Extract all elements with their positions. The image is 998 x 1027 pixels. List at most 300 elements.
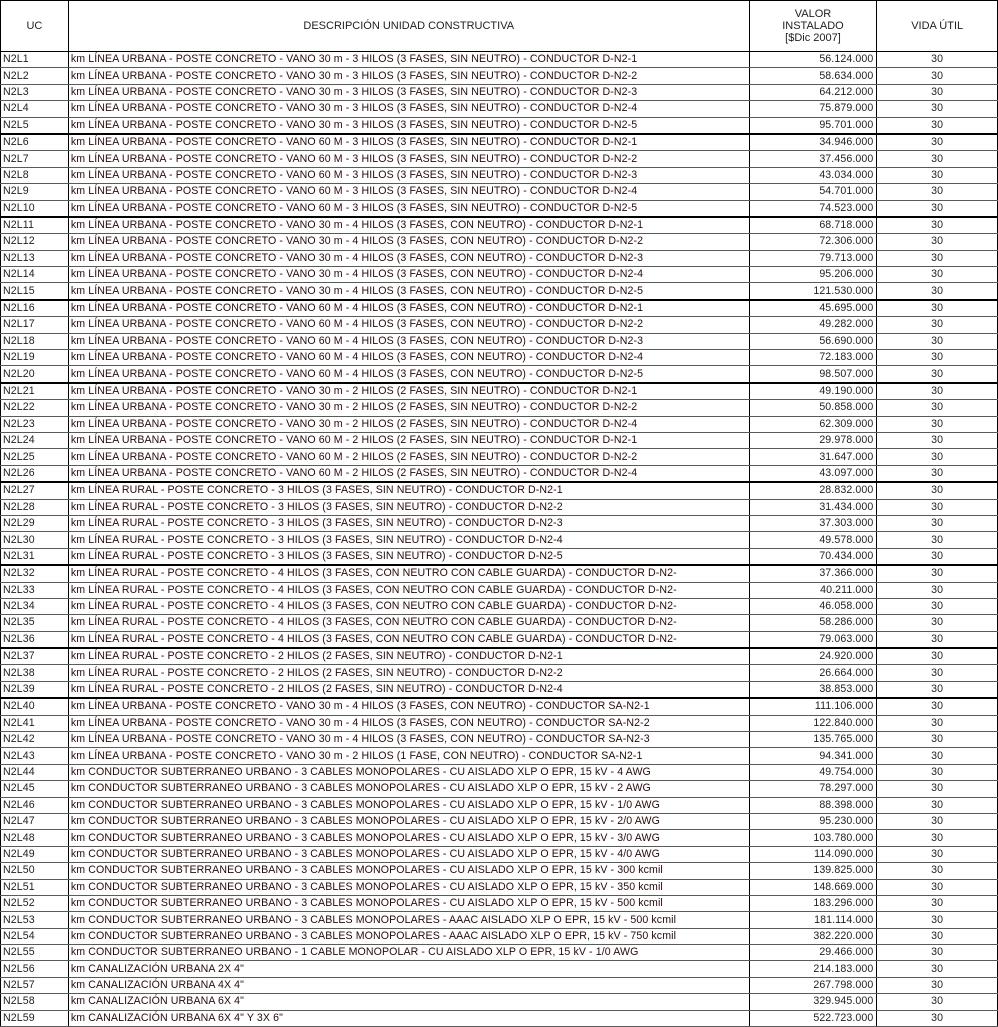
table-row [1, 482, 998, 499]
cell-descripcion[interactable]: km LÍNEA RURAL - POSTE CONCRETO - 2 HILOS (2 FASES, SIN NEUTRO) - CONDUCTOR D-N2-2 [68, 665, 749, 681]
cell-descripcion[interactable]: km LÍNEA RURAL - POSTE CONCRETO - 4 HILOS (3 FASES, CON NEUTRO CON CABLE GUARDA) - CONDUCTOR D-N2- [68, 565, 749, 582]
cell-vida-util[interactable]: 30 [877, 84, 998, 100]
cell-valor-instalado[interactable]: 49.282.000 [749, 317, 877, 333]
cell-vida-util[interactable]: 30 [877, 184, 998, 200]
cell-vida-util[interactable]: 30 [877, 234, 998, 250]
cell-uc[interactable]: N2L53 [1, 912, 69, 928]
cell-descripcion[interactable]: km LÍNEA URBANA - POSTE CONCRETO - VANO 60 M - 4 HILOS (3 FASES, CON NEUTRO) - CONDUCTOR D-N2-1 [68, 300, 749, 317]
cell-vida-util[interactable]: 30 [877, 961, 998, 977]
cell-valor-instalado[interactable]: 95.206.000 [749, 267, 877, 283]
cell-valor-instalado[interactable]: 78.297.000 [749, 781, 877, 797]
cell-uc[interactable]: N2L49 [1, 846, 69, 862]
cell-uc[interactable]: N2L28 [1, 499, 69, 515]
cell-uc[interactable]: N2L35 [1, 615, 69, 631]
cell-vida-util[interactable]: 30 [877, 482, 998, 499]
cell-uc[interactable]: N2L50 [1, 863, 69, 879]
table-row [1, 863, 998, 879]
cell-uc[interactable]: N2L41 [1, 715, 69, 731]
cell-uc[interactable]: N2L27 [1, 482, 69, 499]
cell-descripcion[interactable]: km LÍNEA URBANA - POSTE CONCRETO - VANO 60 M - 2 HILOS (2 FASES, SIN NEUTRO) - CONDUCTOR D-N2-2 [68, 449, 749, 465]
cell-vida-util[interactable]: 30 [877, 366, 998, 383]
table-row [1, 250, 998, 266]
cell-descripcion[interactable]: km LÍNEA URBANA - POSTE CONCRETO - VANO 30 m - 3 HILOS (3 FASES, SIN NEUTRO) - CONDUCTOR D-N2-3 [68, 84, 749, 100]
cell-descripcion[interactable]: km CONDUCTOR SUBTERRANEO URBANO - 3 CABLES MONOPOLARES - CU AISLADO XLP O EPR, 15 kV - 2/0 AWG [68, 813, 749, 829]
cell-descripcion[interactable]: km CONDUCTOR SUBTERRANEO URBANO - 3 CABLES MONOPOLARES - CU AISLADO XLP O EPR, 15 kV - 500 kcmil [68, 895, 749, 911]
cell-uc[interactable]: N2L45 [1, 781, 69, 797]
cell-descripcion[interactable]: km LÍNEA RURAL - POSTE CONCRETO - 4 HILOS (3 FASES, CON NEUTRO CON CABLE GUARDA) - CONDUCTOR D-N2- [68, 582, 749, 598]
cell-uc[interactable]: N2L43 [1, 748, 69, 764]
cell-vida-util[interactable]: 30 [877, 698, 998, 715]
cell-vida-util[interactable]: 30 [877, 134, 998, 151]
cell-uc[interactable]: N2L22 [1, 400, 69, 416]
cell-valor-instalado[interactable]: 70.434.000 [749, 548, 877, 565]
cell-descripcion[interactable]: km LÍNEA RURAL - POSTE CONCRETO - 3 HILOS (3 FASES, SIN NEUTRO) - CONDUCTOR D-N2-4 [68, 532, 749, 548]
cell-valor-instalado[interactable]: 31.434.000 [749, 499, 877, 515]
cell-valor-instalado[interactable]: 49.578.000 [749, 532, 877, 548]
cell-uc[interactable]: N2L24 [1, 432, 69, 448]
cell-descripcion[interactable]: km LÍNEA URBANA - POSTE CONCRETO - VANO 60 M - 3 HILOS (3 FASES, SIN NEUTRO) - CONDUCTOR D-N2-5 [68, 200, 749, 217]
cell-vida-util[interactable]: 30 [877, 895, 998, 911]
cell-uc[interactable]: N2L56 [1, 961, 69, 977]
cell-descripcion[interactable]: km LÍNEA URBANA - POSTE CONCRETO - VANO 30 m - 4 HILOS (3 FASES, CON NEUTRO) - CONDUCTOR D-N2-3 [68, 250, 749, 266]
cell-valor-instalado[interactable]: 24.920.000 [749, 648, 877, 665]
cell-descripcion[interactable]: km LÍNEA RURAL - POSTE CONCRETO - 4 HILOS (3 FASES, CON NEUTRO CON CABLE GUARDA) - CONDUCTOR D-N2- [68, 615, 749, 631]
table-row [1, 1010, 998, 1026]
header-vida-util[interactable]: VIDA ÚTIL [877, 1, 998, 52]
table-row [1, 648, 998, 665]
table-row [1, 977, 998, 993]
cell-vida-util[interactable]: 30 [877, 615, 998, 631]
cell-descripcion[interactable]: km LÍNEA URBANA - POSTE CONCRETO - VANO 60 M - 3 HILOS (3 FASES, SIN NEUTRO) - CONDUCTOR D-N2-1 [68, 134, 749, 151]
cell-vida-util[interactable]: 30 [877, 830, 998, 846]
cell-uc[interactable]: N2L48 [1, 830, 69, 846]
cell-valor-instalado[interactable]: 72.183.000 [749, 350, 877, 366]
cell-vida-util[interactable]: 30 [877, 400, 998, 416]
cell-uc[interactable]: N2L51 [1, 879, 69, 895]
cell-descripcion[interactable]: km LÍNEA URBANA - POSTE CONCRETO - VANO 30 m - 4 HILOS (3 FASES, CON NEUTRO) - CONDUCTOR SA-N2-1 [68, 698, 749, 715]
cell-uc[interactable]: N2L21 [1, 383, 69, 400]
cell-vida-util[interactable]: 30 [877, 1010, 998, 1026]
cell-valor-instalado[interactable]: 28.832.000 [749, 482, 877, 499]
table-row [1, 350, 998, 366]
cell-descripcion[interactable]: km CONDUCTOR SUBTERRANEO URBANO - 3 CABLES MONOPOLARES - AAAC AISLADO XLP O EPR, 15 kV - 750 kcmil [68, 928, 749, 944]
cell-vida-util[interactable]: 30 [877, 416, 998, 432]
cell-vida-util[interactable]: 30 [877, 167, 998, 183]
table-row [1, 615, 998, 631]
cell-valor-instalado[interactable]: 58.634.000 [749, 68, 877, 84]
cell-uc[interactable]: N2L57 [1, 977, 69, 993]
cell-valor-instalado[interactable]: 382.220.000 [749, 928, 877, 944]
cell-valor-instalado[interactable]: 46.058.000 [749, 598, 877, 614]
cell-uc[interactable]: N2L30 [1, 532, 69, 548]
table-row [1, 317, 998, 333]
cell-vida-util[interactable]: 30 [877, 532, 998, 548]
cell-uc[interactable]: N2L18 [1, 333, 69, 349]
cell-uc[interactable]: N2L4 [1, 101, 69, 117]
cell-valor-instalado[interactable]: 75.879.000 [749, 101, 877, 117]
header-valor-line2: INSTALADO [782, 20, 844, 32]
cell-uc[interactable]: N2L33 [1, 582, 69, 598]
cell-uc[interactable]: N2L29 [1, 515, 69, 531]
table-row [1, 267, 998, 283]
cell-vida-util[interactable]: 30 [877, 217, 998, 234]
cell-descripcion[interactable]: km LÍNEA RURAL - POSTE CONCRETO - 3 HILOS (3 FASES, SIN NEUTRO) - CONDUCTOR D-N2-1 [68, 482, 749, 499]
table-row [1, 134, 998, 151]
cell-valor-instalado[interactable]: 38.853.000 [749, 681, 877, 698]
cell-descripcion[interactable]: km LÍNEA URBANA - POSTE CONCRETO - VANO 30 m - 3 HILOS (3 FASES, SIN NEUTRO) - CONDUCTOR D-N2-1 [68, 52, 749, 68]
cell-valor-instalado[interactable]: 183.296.000 [749, 895, 877, 911]
cell-valor-instalado[interactable]: 114.090.000 [749, 846, 877, 862]
cell-descripcion[interactable]: km CONDUCTOR SUBTERRANEO URBANO - 1 CABLE MONOPOLAR - CU AISLADO XLP O EPR, 15 kV - 1/0 AWG [68, 945, 749, 961]
cell-valor-instalado[interactable]: 74.523.000 [749, 200, 877, 217]
cell-valor-instalado[interactable]: 37.366.000 [749, 565, 877, 582]
cell-descripcion[interactable]: km CONDUCTOR SUBTERRANEO URBANO - 3 CABLES MONOPOLARES - CU AISLADO XLP O EPR, 15 kV - 300 kcmil [68, 863, 749, 879]
cell-valor-instalado[interactable]: 122.840.000 [749, 715, 877, 731]
cell-descripcion[interactable]: km LÍNEA URBANA - POSTE CONCRETO - VANO 30 m - 4 HILOS (3 FASES, CON NEUTRO) - CONDUCTOR D-N2-1 [68, 217, 749, 234]
table-row [1, 961, 998, 977]
cell-valor-instalado[interactable]: 40.211.000 [749, 582, 877, 598]
cell-uc[interactable]: N2L37 [1, 648, 69, 665]
cell-vida-util[interactable]: 30 [877, 449, 998, 465]
cell-uc[interactable]: N2L19 [1, 350, 69, 366]
cell-valor-instalado[interactable]: 522.723.000 [749, 1010, 877, 1026]
cell-descripcion[interactable]: km LÍNEA URBANA - POSTE CONCRETO - VANO 30 m - 3 HILOS (3 FASES, SIN NEUTRO) - CONDUCTOR D-N2-5 [68, 117, 749, 134]
table-row [1, 234, 998, 250]
cell-vida-util[interactable]: 30 [877, 977, 998, 993]
cell-descripcion[interactable]: km CONDUCTOR SUBTERRANEO URBANO - 3 CABLES MONOPOLARES - CU AISLADO XLP O EPR, 15 kV - 4 AWG [68, 764, 749, 780]
cell-descripcion[interactable]: km LÍNEA URBANA - POSTE CONCRETO - VANO 60 M - 4 HILOS (3 FASES, CON NEUTRO) - CONDUCTOR D-N2-3 [68, 333, 749, 349]
cell-valor-instalado[interactable]: 94.341.000 [749, 748, 877, 764]
cell-uc[interactable]: N2L34 [1, 598, 69, 614]
cell-uc[interactable]: N2L46 [1, 797, 69, 813]
cell-vida-util[interactable]: 30 [877, 250, 998, 266]
table-row [1, 928, 998, 944]
cell-vida-util[interactable]: 30 [877, 879, 998, 895]
cell-uc[interactable]: N2L58 [1, 994, 69, 1010]
cell-descripcion[interactable]: km LÍNEA URBANA - POSTE CONCRETO - VANO 60 M - 3 HILOS (3 FASES, SIN NEUTRO) - CONDUCTOR D-N2-3 [68, 167, 749, 183]
cell-vida-util[interactable]: 30 [877, 928, 998, 944]
cell-valor-instalado[interactable]: 79.713.000 [749, 250, 877, 266]
cell-vida-util[interactable]: 30 [877, 465, 998, 482]
cell-vida-util[interactable]: 30 [877, 52, 998, 68]
cell-vida-util[interactable]: 30 [877, 582, 998, 598]
cell-vida-util[interactable]: 30 [877, 383, 998, 400]
cell-uc[interactable]: N2L42 [1, 732, 69, 748]
cell-vida-util[interactable]: 30 [877, 732, 998, 748]
table-row [1, 895, 998, 911]
cell-uc[interactable]: N2L54 [1, 928, 69, 944]
cell-uc[interactable]: N2L13 [1, 250, 69, 266]
cell-vida-util[interactable]: 30 [877, 300, 998, 317]
cell-vida-util[interactable]: 30 [877, 748, 998, 764]
cell-uc[interactable]: N2L44 [1, 764, 69, 780]
cell-vida-util[interactable]: 30 [877, 267, 998, 283]
table-row [1, 813, 998, 829]
cell-uc[interactable]: N2L59 [1, 1010, 69, 1026]
table-row [1, 300, 998, 317]
cell-uc[interactable]: N2L17 [1, 317, 69, 333]
cell-uc[interactable]: N2L47 [1, 813, 69, 829]
header-uc[interactable]: UC [1, 1, 69, 52]
cell-vida-util[interactable]: 30 [877, 665, 998, 681]
cell-vida-util[interactable]: 30 [877, 151, 998, 167]
table-row [1, 715, 998, 731]
table-row [1, 994, 998, 1010]
cell-vida-util[interactable]: 30 [877, 863, 998, 879]
cell-uc[interactable]: N2L8 [1, 167, 69, 183]
cell-uc[interactable]: N2L26 [1, 465, 69, 482]
table-row [1, 732, 998, 748]
cell-uc[interactable]: N2L15 [1, 283, 69, 300]
cell-vida-util[interactable]: 30 [877, 333, 998, 349]
table-row [1, 151, 998, 167]
cell-valor-instalado[interactable]: 68.718.000 [749, 217, 877, 234]
cell-descripcion[interactable]: km CANALIZACIÓN URBANA 2X 4" [68, 961, 749, 977]
cell-descripcion[interactable]: km LÍNEA URBANA - POSTE CONCRETO - VANO 60 M - 2 HILOS (2 FASES, SIN NEUTRO) - CONDUCTOR D-N2-4 [68, 465, 749, 482]
cell-valor-instalado[interactable]: 43.034.000 [749, 167, 877, 183]
table-row [1, 879, 998, 895]
cell-valor-instalado[interactable]: 135.765.000 [749, 732, 877, 748]
table-row [1, 366, 998, 383]
table-row [1, 565, 998, 582]
cell-descripcion[interactable]: km LÍNEA RURAL - POSTE CONCRETO - 3 HILOS (3 FASES, SIN NEUTRO) - CONDUCTOR D-N2-5 [68, 548, 749, 565]
cell-descripcion[interactable]: km LÍNEA RURAL - POSTE CONCRETO - 2 HILOS (2 FASES, SIN NEUTRO) - CONDUCTOR D-N2-1 [68, 648, 749, 665]
cell-descripcion[interactable]: km LÍNEA URBANA - POSTE CONCRETO - VANO 30 m - 2 HILOS (2 FASES, SIN NEUTRO) - CONDUCTOR D-N2-1 [68, 383, 749, 400]
cell-descripcion[interactable]: km LÍNEA URBANA - POSTE CONCRETO - VANO 30 m - 2 HILOS (2 FASES, SIN NEUTRO) - CONDUCTOR D-N2-2 [68, 400, 749, 416]
cell-uc[interactable]: N2L14 [1, 267, 69, 283]
cell-vida-util[interactable]: 30 [877, 117, 998, 134]
table-row [1, 283, 998, 300]
cell-valor-instalado[interactable]: 148.669.000 [749, 879, 877, 895]
cell-vida-util[interactable]: 30 [877, 515, 998, 531]
cell-uc[interactable]: N2L38 [1, 665, 69, 681]
cell-valor-instalado[interactable]: 29.466.000 [749, 945, 877, 961]
cell-vida-util[interactable]: 30 [877, 200, 998, 217]
cell-vida-util[interactable]: 30 [877, 846, 998, 862]
table-row [1, 846, 998, 862]
cell-valor-instalado[interactable]: 214.183.000 [749, 961, 877, 977]
cell-descripcion[interactable]: km CANALIZACIÓN URBANA 4X 4" [68, 977, 749, 993]
cell-descripcion[interactable]: km LÍNEA URBANA - POSTE CONCRETO - VANO 30 m - 4 HILOS (3 FASES, CON NEUTRO) - CONDUCTOR D-N2-5 [68, 283, 749, 300]
cell-descripcion[interactable]: km LÍNEA URBANA - POSTE CONCRETO - VANO 30 m - 4 HILOS (3 FASES, CON NEUTRO) - CONDUCTOR SA-N2-3 [68, 732, 749, 748]
cell-valor-instalado[interactable]: 111.106.000 [749, 698, 877, 715]
cell-vida-util[interactable]: 30 [877, 994, 998, 1010]
table-row [1, 200, 998, 217]
cell-uc[interactable]: N2L55 [1, 945, 69, 961]
cell-uc[interactable]: N2L32 [1, 565, 69, 582]
cell-valor-instalado[interactable]: 267.798.000 [749, 977, 877, 993]
cell-descripcion[interactable]: km CONDUCTOR SUBTERRANEO URBANO - 3 CABLES MONOPOLARES - CU AISLADO XLP O EPR, 15 kV - 1/0 AWG [68, 797, 749, 813]
cell-uc[interactable]: N2L40 [1, 698, 69, 715]
cell-uc[interactable]: N2L23 [1, 416, 69, 432]
cell-descripcion[interactable]: km LÍNEA URBANA - POSTE CONCRETO - VANO 60 M - 3 HILOS (3 FASES, SIN NEUTRO) - CONDUCTOR D-N2-4 [68, 184, 749, 200]
cell-descripcion[interactable]: km CANALIZACIÓN URBANA 6X 4" Y 3X 6" [68, 1010, 749, 1026]
cell-uc[interactable]: N2L20 [1, 366, 69, 383]
table-row [1, 68, 998, 84]
cell-valor-instalado[interactable]: 34.946.000 [749, 134, 877, 151]
table-row [1, 764, 998, 780]
table-row [1, 117, 998, 134]
table-row [1, 665, 998, 681]
table-row [1, 945, 998, 961]
table-row [1, 217, 998, 234]
cell-uc[interactable]: N2L5 [1, 117, 69, 134]
table-row [1, 400, 998, 416]
cell-descripcion[interactable]: km LÍNEA RURAL - POSTE CONCRETO - 4 HILOS (3 FASES, CON NEUTRO CON CABLE GUARDA) - CONDUCTOR D-N2- [68, 631, 749, 648]
cell-valor-instalado[interactable]: 98.507.000 [749, 366, 877, 383]
cell-vida-util[interactable]: 30 [877, 781, 998, 797]
cell-valor-instalado[interactable]: 50.858.000 [749, 400, 877, 416]
cell-vida-util[interactable]: 30 [877, 681, 998, 698]
cell-valor-instalado[interactable]: 49.754.000 [749, 764, 877, 780]
header-descripcion[interactable]: DESCRIPCIÓN UNIDAD CONSTRUCTIVA [68, 1, 749, 52]
cell-vida-util[interactable]: 30 [877, 317, 998, 333]
cell-uc[interactable]: N2L2 [1, 68, 69, 84]
cell-uc[interactable]: N2L3 [1, 84, 69, 100]
table-row [1, 582, 998, 598]
cell-descripcion[interactable]: km LÍNEA RURAL - POSTE CONCRETO - 3 HILOS (3 FASES, SIN NEUTRO) - CONDUCTOR D-N2-2 [68, 499, 749, 515]
cell-valor-instalado[interactable]: 31.647.000 [749, 449, 877, 465]
cell-vida-util[interactable]: 30 [877, 283, 998, 300]
cell-vida-util[interactable]: 30 [877, 499, 998, 515]
cell-uc[interactable]: N2L10 [1, 200, 69, 217]
table-row [1, 781, 998, 797]
cell-valor-instalado[interactable]: 95.701.000 [749, 117, 877, 134]
table-row [1, 548, 998, 565]
cell-vida-util[interactable]: 30 [877, 565, 998, 582]
cell-descripcion[interactable]: km LÍNEA URBANA - POSTE CONCRETO - VANO 30 m - 3 HILOS (3 FASES, SIN NEUTRO) - CONDUCTOR D-N2-2 [68, 68, 749, 84]
table-row [1, 681, 998, 698]
cell-descripcion[interactable]: km LÍNEA RURAL - POSTE CONCRETO - 4 HILOS (3 FASES, CON NEUTRO CON CABLE GUARDA) - CONDUCTOR D-N2- [68, 598, 749, 614]
cell-vida-util[interactable]: 30 [877, 813, 998, 829]
cell-uc[interactable]: N2L25 [1, 449, 69, 465]
cell-valor-instalado[interactable]: 88.398.000 [749, 797, 877, 813]
cell-descripcion[interactable]: km CONDUCTOR SUBTERRANEO URBANO - 3 CABLES MONOPOLARES - CU AISLADO XLP O EPR, 15 kV - 3/0 AWG [68, 830, 749, 846]
cell-valor-instalado[interactable]: 43.097.000 [749, 465, 877, 482]
cell-vida-util[interactable]: 30 [877, 797, 998, 813]
cell-descripcion[interactable]: km LÍNEA RURAL - POSTE CONCRETO - 2 HILOS (2 FASES, SIN NEUTRO) - CONDUCTOR D-N2-4 [68, 681, 749, 698]
cell-descripcion[interactable]: km LÍNEA RURAL - POSTE CONCRETO - 3 HILOS (3 FASES, SIN NEUTRO) - CONDUCTOR D-N2-3 [68, 515, 749, 531]
cell-uc[interactable]: N2L16 [1, 300, 69, 317]
cell-valor-instalado[interactable]: 56.690.000 [749, 333, 877, 349]
cell-descripcion[interactable]: km LÍNEA URBANA - POSTE CONCRETO - VANO 60 M - 4 HILOS (3 FASES, CON NEUTRO) - CONDUCTOR D-N2-2 [68, 317, 749, 333]
cell-vida-util[interactable]: 30 [877, 764, 998, 780]
table-row [1, 748, 998, 764]
cell-descripcion[interactable]: km CONDUCTOR SUBTERRANEO URBANO - 3 CABLES MONOPOLARES - CU AISLADO XLP O EPR, 15 kV - 350 kcmil [68, 879, 749, 895]
table-row [1, 432, 998, 448]
cell-vida-util[interactable]: 30 [877, 598, 998, 614]
cell-vida-util[interactable]: 30 [877, 631, 998, 648]
cell-valor-instalado[interactable]: 56.124.000 [749, 52, 877, 68]
table-row [1, 515, 998, 531]
cell-valor-instalado[interactable]: 103.780.000 [749, 830, 877, 846]
cell-valor-instalado[interactable]: 79.063.000 [749, 631, 877, 648]
table-row [1, 631, 998, 648]
table-row [1, 167, 998, 183]
cell-valor-instalado[interactable]: 121.530.000 [749, 283, 877, 300]
table-row [1, 383, 998, 400]
cell-valor-instalado[interactable]: 58.286.000 [749, 615, 877, 631]
cell-valor-instalado[interactable]: 139.825.000 [749, 863, 877, 879]
cell-valor-instalado[interactable]: 329.945.000 [749, 994, 877, 1010]
header-valor-line3: [$Dic 2007] [785, 32, 841, 44]
cell-descripcion[interactable]: km LÍNEA URBANA - POSTE CONCRETO - VANO 30 m - 3 HILOS (3 FASES, SIN NEUTRO) - CONDUCTOR D-N2-4 [68, 101, 749, 117]
table-body [1, 52, 998, 1027]
cell-uc[interactable]: N2L12 [1, 234, 69, 250]
cell-valor-instalado[interactable]: 72.306.000 [749, 234, 877, 250]
cell-valor-instalado[interactable]: 37.303.000 [749, 515, 877, 531]
cell-vida-util[interactable]: 30 [877, 715, 998, 731]
cell-vida-util[interactable]: 30 [877, 648, 998, 665]
cell-vida-util[interactable]: 30 [877, 68, 998, 84]
cell-descripcion[interactable]: km CONDUCTOR SUBTERRANEO URBANO - 3 CABLES MONOPOLARES - CU AISLADO XLP O EPR, 15 kV - 4/0 AWG [68, 846, 749, 862]
table-row [1, 912, 998, 928]
cell-vida-util[interactable]: 30 [877, 548, 998, 565]
cell-valor-instalado[interactable]: 37.456.000 [749, 151, 877, 167]
cell-descripcion[interactable]: km LÍNEA URBANA - POSTE CONCRETO - VANO 30 m - 4 HILOS (3 FASES, CON NEUTRO) - CONDUCTOR D-N2-2 [68, 234, 749, 250]
cell-valor-instalado[interactable]: 54.701.000 [749, 184, 877, 200]
cell-uc[interactable]: N2L36 [1, 631, 69, 648]
cell-descripcion[interactable]: km LÍNEA URBANA - POSTE CONCRETO - VANO 30 m - 2 HILOS (2 FASES, SIN NEUTRO) - CONDUCTOR D-N2-4 [68, 416, 749, 432]
cell-uc[interactable]: N2L39 [1, 681, 69, 698]
header-valor-line1: VALOR [794, 8, 832, 20]
table-row [1, 598, 998, 614]
cell-valor-instalado[interactable]: 49.190.000 [749, 383, 877, 400]
cell-descripcion[interactable]: km LÍNEA URBANA - POSTE CONCRETO - VANO 60 M - 2 HILOS (2 FASES, SIN NEUTRO) - CONDUCTOR D-N2-1 [68, 432, 749, 448]
cell-descripcion[interactable]: km LÍNEA URBANA - POSTE CONCRETO - VANO 30 m - 4 HILOS (3 FASES, CON NEUTRO) - CONDUCTOR SA-N2-2 [68, 715, 749, 731]
cell-uc[interactable]: N2L6 [1, 134, 69, 151]
cell-descripcion[interactable]: km LÍNEA URBANA - POSTE CONCRETO - VANO 30 m - 2 HILOS (1 FASE, CON NEUTRO) - CONDUCTOR SA-N2-1 [68, 748, 749, 764]
cell-descripcion[interactable]: km LÍNEA URBANA - POSTE CONCRETO - VANO 60 M - 4 HILOS (3 FASES, CON NEUTRO) - CONDUCTOR D-N2-4 [68, 350, 749, 366]
table-row [1, 449, 998, 465]
cell-descripcion[interactable]: km LÍNEA URBANA - POSTE CONCRETO - VANO 30 m - 4 HILOS (3 FASES, CON NEUTRO) - CONDUCTOR D-N2-4 [68, 267, 749, 283]
cell-vida-util[interactable]: 30 [877, 432, 998, 448]
cell-valor-instalado[interactable]: 29.978.000 [749, 432, 877, 448]
table-row [1, 797, 998, 813]
table-row [1, 333, 998, 349]
table-row [1, 52, 998, 68]
table-row [1, 698, 998, 715]
cell-uc[interactable]: N2L9 [1, 184, 69, 200]
cell-descripcion[interactable]: km LÍNEA URBANA - POSTE CONCRETO - VANO 60 M - 3 HILOS (3 FASES, SIN NEUTRO) - CONDUCTOR D-N2-2 [68, 151, 749, 167]
cell-vida-util[interactable]: 30 [877, 945, 998, 961]
cell-valor-instalado[interactable]: 45.695.000 [749, 300, 877, 317]
cell-uc[interactable]: N2L52 [1, 895, 69, 911]
cell-descripcion[interactable]: km LÍNEA URBANA - POSTE CONCRETO - VANO 60 M - 4 HILOS (3 FASES, CON NEUTRO) - CONDUCTOR D-N2-5 [68, 366, 749, 383]
cell-descripcion[interactable]: km CONDUCTOR SUBTERRANEO URBANO - 3 CABLES MONOPOLARES - CU AISLADO XLP O EPR, 15 kV - 2 AWG [68, 781, 749, 797]
cell-valor-instalado[interactable]: 62.309.000 [749, 416, 877, 432]
cell-uc[interactable]: N2L31 [1, 548, 69, 565]
table-row [1, 416, 998, 432]
table-row [1, 532, 998, 548]
cell-valor-instalado[interactable]: 181.114.000 [749, 912, 877, 928]
cell-uc[interactable]: N2L1 [1, 52, 69, 68]
cell-uc[interactable]: N2L7 [1, 151, 69, 167]
table-row [1, 499, 998, 515]
cell-descripcion[interactable]: km CANALIZACIÓN URBANA 6X 4" [68, 994, 749, 1010]
cell-vida-util[interactable]: 30 [877, 350, 998, 366]
cell-vida-util[interactable]: 30 [877, 101, 998, 117]
cell-uc[interactable]: N2L11 [1, 217, 69, 234]
cell-valor-instalado[interactable]: 26.664.000 [749, 665, 877, 681]
cell-valor-instalado[interactable]: 95.230.000 [749, 813, 877, 829]
cell-descripcion[interactable]: km CONDUCTOR SUBTERRANEO URBANO - 3 CABLES MONOPOLARES - AAAC AISLADO XLP O EPR, 15 kV - 500 kcmil [68, 912, 749, 928]
cell-vida-util[interactable]: 30 [877, 912, 998, 928]
table-row [1, 830, 998, 846]
table-row [1, 101, 998, 117]
header-valor-instalado[interactable] [749, 1, 877, 52]
cell-valor-instalado[interactable]: 64.212.000 [749, 84, 877, 100]
